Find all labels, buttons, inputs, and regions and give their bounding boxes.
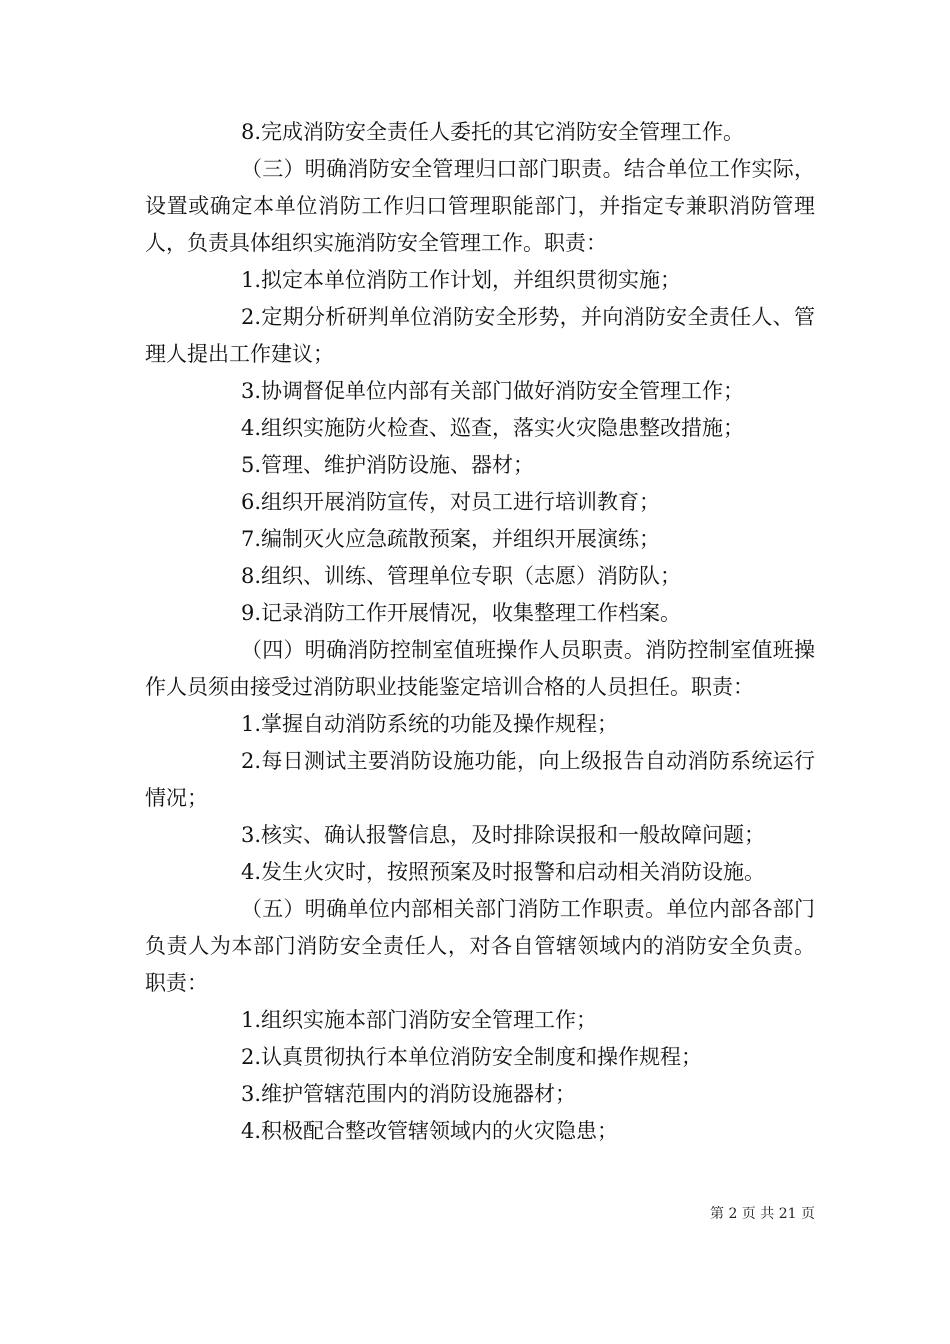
list-item: 7.编制灭火应急疏散预案，并组织开展演练； (241, 527, 661, 551)
list-item: 9.记录消防工作开展情况，收集整理工作档案。 (241, 601, 682, 625)
list-item: 6.组织开展消防宣传，对员工进行培训教育； (241, 490, 661, 514)
page-number-footer: 第 2 页 共 21 页 (710, 1206, 815, 1222)
list-item: 1.组织实施本部门消防安全管理工作； (241, 1008, 598, 1032)
section-paragraph: （四）明确消防控制室值班操作人员职责。消防控制室值班操作人员须由接受过消防职业技能鉴定培训合格的人员担任。职责： (145, 638, 815, 699)
list-item: 1.掌握自动消防系统的功能及操作规程； (241, 712, 619, 736)
list-item: 3.核实、确认报警信息，及时排除误报和一般故障问题； (241, 823, 766, 847)
list-item: 4.发生火灾时，按照预案及时报警和启动相关消防设施。 (241, 860, 766, 884)
list-item: 3.维护管辖范围内的消防设施器材； (241, 1082, 577, 1106)
document-body (145, 114, 815, 1150)
list-item: 1.拟定本单位消防工作计划，并组织贯彻实施； (241, 268, 682, 292)
list-item: 5.管理、维护消防设施、器材； (241, 453, 535, 477)
list-item: 8.完成消防安全责任人委托的其它消防安全管理工作。 (241, 120, 745, 144)
list-item: 3.协调督促单位内部有关部门做好消防安全管理工作； (241, 379, 745, 403)
section-paragraph: （三）明确消防安全管理归口部门职责。结合单位工作实际，设置或确定本单位消防工作归口管理职能部门，并指定专兼职消防管理人，负责具体组织实施消防安全管理工作。职责： (145, 157, 815, 255)
list-item: 2.每日测试主要消防设施功能，向上级报告自动消防系统运行情况； (145, 749, 815, 810)
section-paragraph: （五）明确单位内部相关部门消防工作职责。单位内部各部门负责人为本部门消防安全责任人，对各自管辖领域内的消防安全负责。职责： (145, 897, 815, 995)
list-item: 4.组织实施防火检查、巡查，落实火灾隐患整改措施； (241, 416, 745, 440)
list-item: 4.积极配合整改管辖领域内的火灾隐患； (241, 1119, 619, 1143)
list-item: 8.组织、训练、管理单位专职（志愿）消防队； (241, 564, 682, 588)
list-item: 2.认真贯彻执行本单位消防安全制度和操作规程； (241, 1045, 703, 1069)
list-item: 2.定期分析研判单位消防安全形势，并向消防安全责任人、管理人提出工作建议； (145, 305, 815, 366)
